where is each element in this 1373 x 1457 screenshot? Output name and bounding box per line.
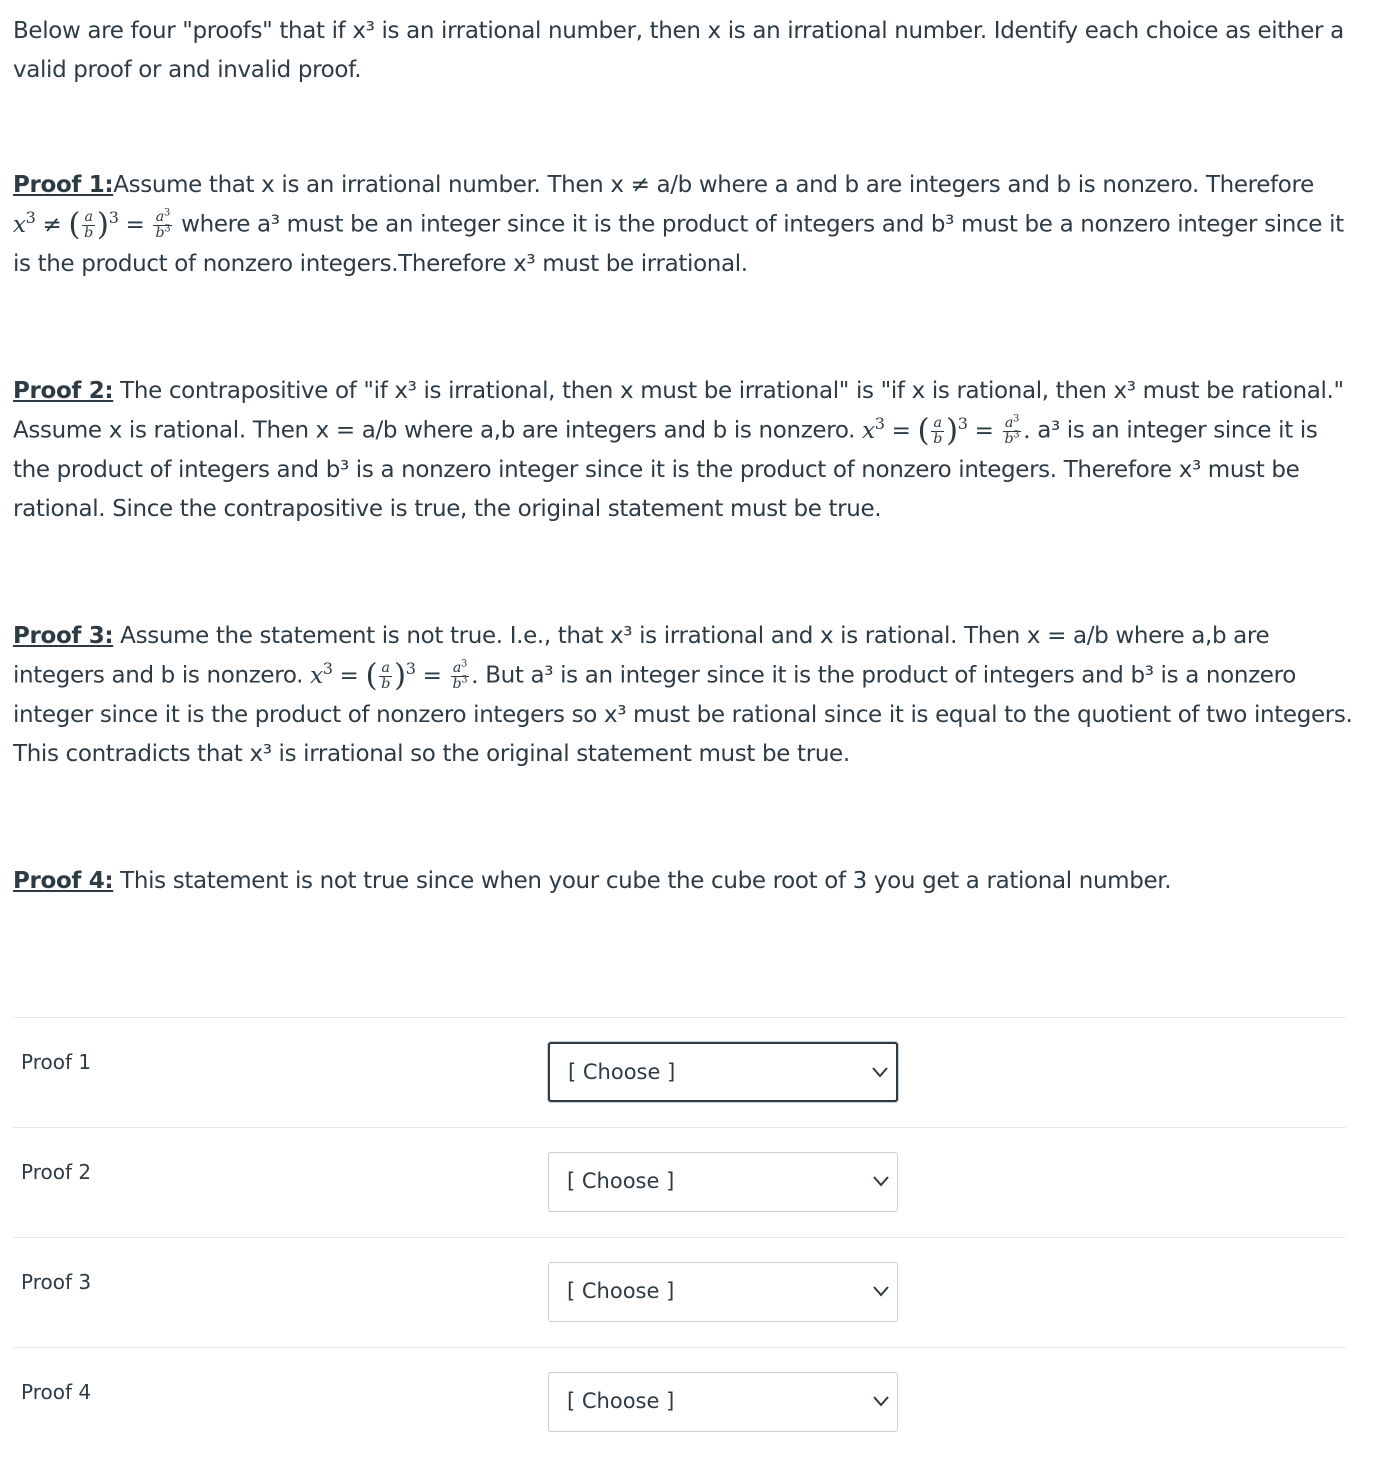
answer-row-label: Proof 2 bbox=[21, 1160, 92, 1184]
proof-3-label: Proof 3: bbox=[13, 623, 114, 649]
proof-1-part2: where a³ must be an integer since it is the product of integers and b³ must be a nonzero integer since it is the product of nonzero integers.Therefore x³ must be irrational. bbox=[13, 211, 1344, 277]
proof-3-equation: $x^3$ = ( $\frac{a}{b}$ )$^3$ = $\frac{a^3}{b^3}$ . bbox=[310, 657, 479, 693]
proof-3-select[interactable] bbox=[548, 1262, 898, 1322]
proof-2-part2: a³ is an integer since it is the product of integers and b³ is a nonzero integer since it is the product of nonzero integers. Therefore x³ must be rational. Since the contrapositive is true, the original statement must be true. bbox=[13, 417, 1318, 522]
chevron-down-icon bbox=[871, 1283, 891, 1299]
select-value: [ Choose ] bbox=[568, 1060, 676, 1084]
answer-row-label: Proof 1 bbox=[21, 1050, 92, 1074]
answer-row-2 bbox=[13, 1127, 1346, 1237]
answer-row-label: Proof 4 bbox=[21, 1380, 92, 1404]
proof-4-select[interactable] bbox=[548, 1372, 898, 1432]
proof-2-label: Proof 2: bbox=[13, 378, 114, 404]
proof-2-part1: The contrapositive of "if x³ is irrational, then x must be irrational" is "if x is rational, then x³ must be rational." Assume x is rational. Then x = a/b where a,b are integers and b is nonzero. bbox=[13, 378, 1344, 444]
chevron-down-icon bbox=[870, 1064, 890, 1080]
question-intro: Below are four "proofs" that if x³ is an irrational number, then x is an irrational number. Identify each choice as either a valid proof or and invalid proof. bbox=[13, 18, 1344, 83]
proof-4-part1: This statement is not true since when your cube the cube root of 3 you get a rational number. bbox=[113, 868, 1172, 894]
proof-1-part1: Assume that x is an irrational number. Then x ≠ a/b where a and b are integers and b is nonzero. Therefore bbox=[113, 172, 1314, 198]
chevron-down-icon bbox=[871, 1173, 891, 1189]
chevron-down-icon bbox=[871, 1393, 891, 1409]
proof-3-part1: Assume the statement is not true. I.e., that x³ is irrational and x is rational. Then x = a/b where a,b are integers and b is nonzero. bbox=[13, 623, 1270, 689]
select-value: [ Choose ] bbox=[567, 1389, 675, 1413]
proof-3-part2: But a³ is an integer since it is the product of integers and b³ is a nonzero integer since it is the product of nonzero integers so x³ must be rational since it is equal to the quotient of two integers. This contradicts that x³ is irrational so the original statement must be true. bbox=[13, 662, 1353, 767]
proof-1-text bbox=[13, 166, 1358, 284]
proof-1-select[interactable] bbox=[548, 1042, 898, 1102]
proof-1-equation: $x^3$ ≠ ( $\frac{a}{b}$ )$^3$ = $\frac{a^3}{b^3}$ bbox=[13, 206, 171, 242]
proof-1-label: Proof 1: bbox=[13, 172, 114, 198]
proof-4-text bbox=[13, 862, 1358, 901]
select-value: [ Choose ] bbox=[567, 1279, 675, 1303]
answer-row-1 bbox=[13, 1017, 1346, 1127]
answer-row-label: Proof 3 bbox=[21, 1270, 92, 1294]
answer-row-3 bbox=[13, 1237, 1346, 1347]
proof-2-equation: $x^3$ = ( $\frac{a}{b}$ )$^3$ = $\frac{a^3}{b^3}$ . bbox=[862, 412, 1031, 448]
proof-2-select[interactable] bbox=[548, 1152, 898, 1212]
answer-matching-table bbox=[13, 1017, 1346, 1457]
proof-2-text bbox=[13, 372, 1358, 529]
proof-3-text bbox=[13, 617, 1358, 774]
proof-4-label: Proof 4: bbox=[13, 868, 114, 894]
answer-row-4 bbox=[13, 1347, 1346, 1457]
select-value: [ Choose ] bbox=[567, 1169, 675, 1193]
